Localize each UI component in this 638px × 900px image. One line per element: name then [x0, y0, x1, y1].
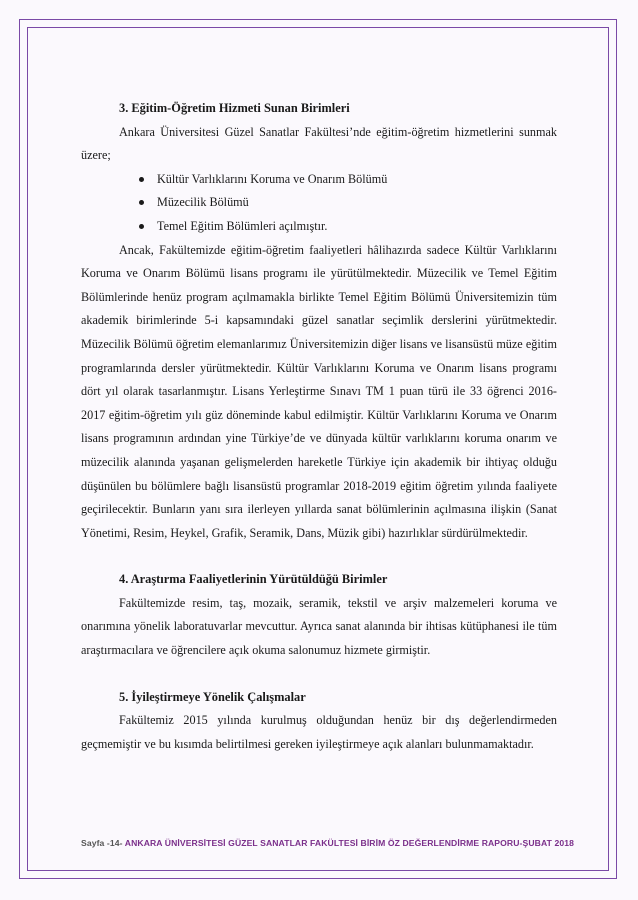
section-improvement [81, 686, 557, 757]
department-list [81, 168, 557, 239]
list-item [81, 191, 557, 215]
section-body: Fakültemizde resim, taş, mozaik, seramik, tekstil ve arşiv malzemeleri koruma ve onarımına yönelik laboratuvarlar mevcuttur. Ayrıca sanat alanında bir ihtisas kütüphanesi ile tüm araştırmacılara ve öğrencilere açık okuma salonumuz hizmete girmiştir. [81, 595, 557, 658]
list-item-text: Temel Eğitim Bölümleri açılmıştır. [157, 218, 328, 233]
list-item [81, 215, 557, 239]
section-education-units [81, 97, 557, 545]
section-intro: Ankara Üniversitesi Güzel Sanatlar Fakültesi’nde eğitim-öğretim hizmetlerini sunmak üzere; [81, 124, 557, 163]
page-content [81, 97, 557, 756]
list-item-text: Kültür Varlıklarını Koruma ve Onarım Bölümü [157, 171, 388, 186]
bullet-icon [139, 200, 144, 205]
page-number: Sayfa -14- [81, 838, 123, 848]
section-body: Fakültemiz 2015 yılında kurulmuş olduğundan henüz bir dış değerlendirmeden geçmemiştir ve bu kısımda belirtilmesi gereken iyileştirmeye açık alanları bulunmamaktadır. [81, 713, 557, 751]
list-item [81, 168, 557, 192]
list-item-text: Müzecilik Bölümü [157, 195, 249, 210]
section-heading: 4. Araştırma Faaliyetlerinin Yürütüldüğü Birimler [119, 572, 388, 587]
report-title: ANKARA ÜNİVERSİTESİ GÜZEL SANATLAR FAKÜLTESİ BİRİM ÖZ DEĞERLENDİRME RAPORU-ŞUBAT 2018 [122, 838, 574, 848]
page-footer [81, 838, 574, 848]
section-body: Ancak, Fakültemizde eğitim-öğretim faaliyetleri hâlihazırda sadece Kültür Varlıklarını Koruma ve Onarım Bölümü lisans programı ile yürütülmektedir. Müzecilik ve Temel Eğitim Bölümlerinde henüz program açılmamakla birlikte Temel Eğitim Bölümü Üniversitemizin tüm akademik birimlerinde 5-i kapsamındaki güzel sanatlar seçimlik derslerini yürütmektedir. Müzecilik Bölümü öğretim elemanlarımız Üniversitemizin diğer lisans ve lisansüstü müze eğitim programlarında dersler yürütmektedir. Kültür Varlıklarını Koruma ve Onarım lisans programı dört yıl olarak tasarlanmıştır. Lisans Yerleştirme Sınavı TM 1 puan türü ile 33 öğrenci 2016- 2017 eğitim-öğretim yılı güz döneminde kabul edilmiştir. Kültür Varlıklarını Koruma ve Onarım lisans programının ardından yine Türkiye’de ve dünyada kültür varlıklarını koruma onarım ve müzecilik alanında yaşanan gelişmelerden hareketle Türkiye için akademik bir ihtiyaç olduğu düşünülen bu bölümlere bağlı lisansüstü programlar 2018-2019 eğitim öğretim yılında faaliyete geçirilecektir. Bunların yanı sıra ilerleyen yıllarda sanat bölümlerinin açılmasına ilişkin (Sanat Yönetimi, Resim, Heykel, Grafik, Seramik, Dans, Müzik gibi) hazırlıklar sürdürülmektedir. [81, 242, 557, 540]
section-heading: 5. İyileştirmeye Yönelik Çalışmalar [119, 689, 306, 704]
section-research-units [81, 568, 557, 662]
section-heading: 3. Eğitim-Öğretim Hizmeti Sunan Birimleri [119, 101, 350, 115]
bullet-icon [139, 224, 144, 229]
bullet-icon [139, 177, 144, 182]
